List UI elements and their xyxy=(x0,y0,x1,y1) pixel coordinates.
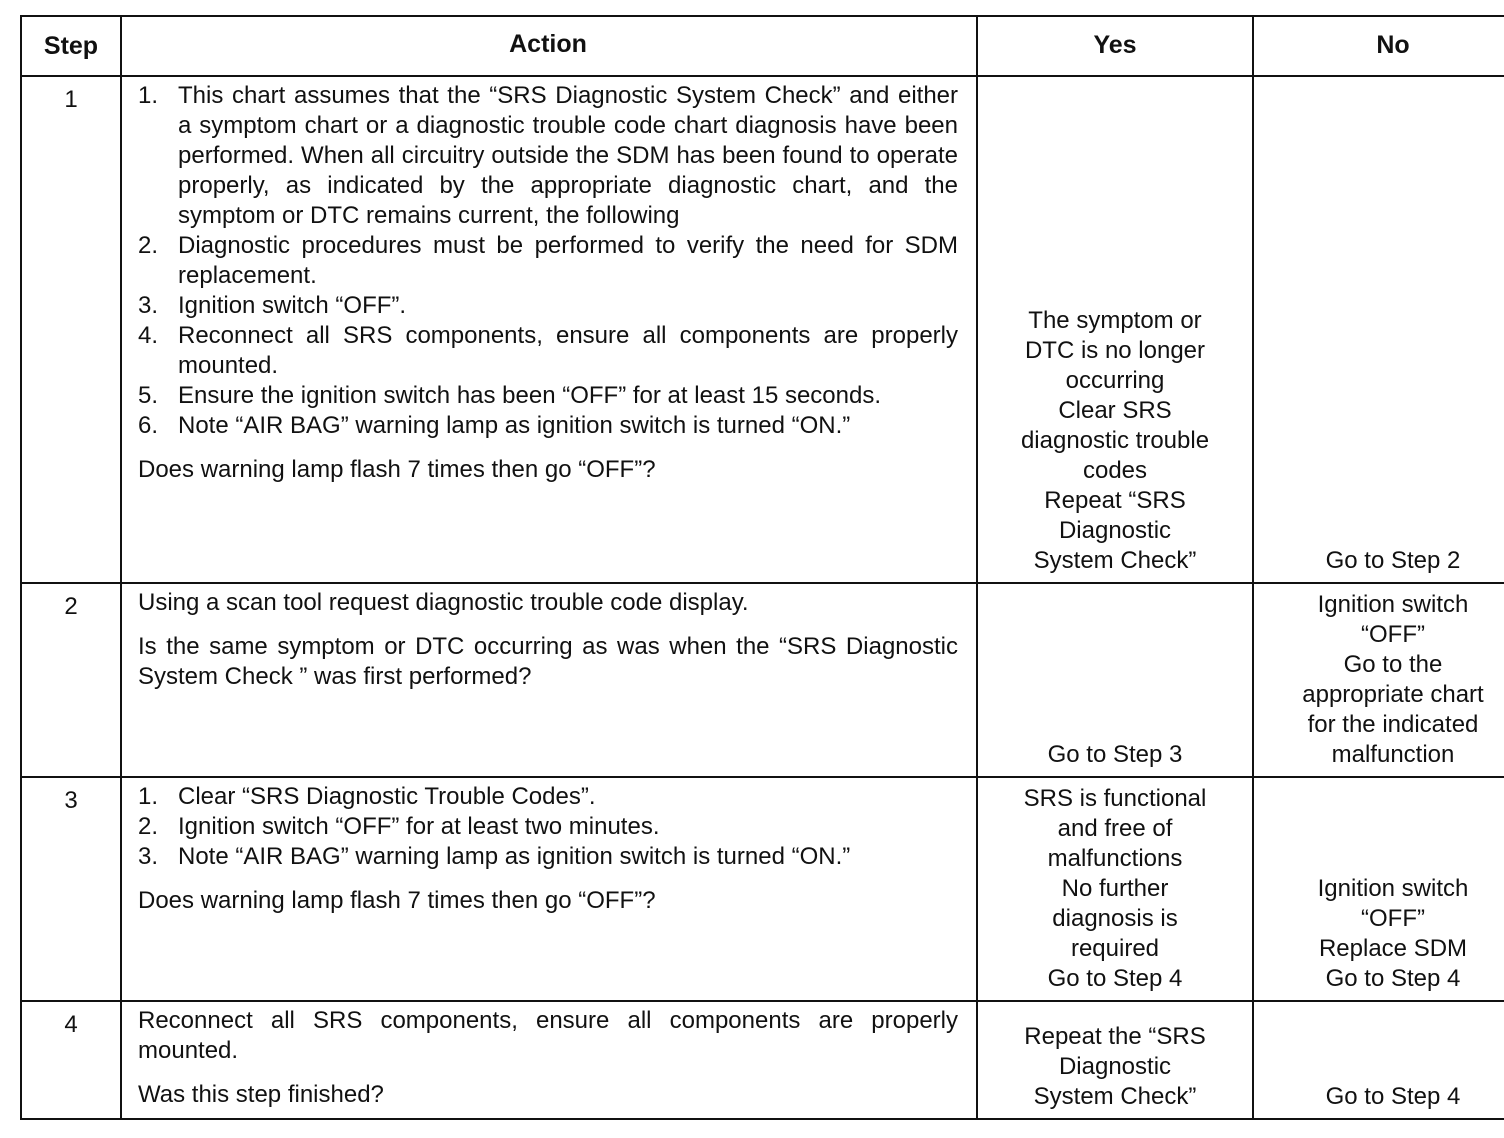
list-item: 2. Ignition switch “OFF” for at least two minutes. xyxy=(138,813,660,840)
yes-cell: Repeat the “SRS Diagnostic System Check” xyxy=(977,1001,1253,1119)
yes-cell: SRS is functional and free of malfunctions No further diagnosis is required Go to Step 4 xyxy=(977,777,1253,1001)
list-item: 3. Note “AIR BAG” warning lamp as ignition switch is turned “ON.” xyxy=(138,843,851,870)
action-text: Reconnect all SRS components, ensure all components are properly mounted. xyxy=(138,1007,958,1064)
list-item: 4. Reconnect all SRS components, ensure all components are properly mounted. xyxy=(138,322,958,379)
list-item: 3. Ignition switch “OFF”. xyxy=(138,292,407,319)
action-question: Does warning lamp flash 7 times then go “OFF”? xyxy=(138,456,656,483)
header-no: No xyxy=(1253,16,1504,76)
list-item: 2. Diagnostic procedures must be performed to verify the need for SDM replacement. xyxy=(138,232,958,289)
action-list xyxy=(138,81,958,441)
list-item: 1. This chart assumes that the “SRS Diagnostic System Check” and either a symptom chart or a diagnostic trouble code chart diagnosis have been performed. When all circuitry outside the SDM has been found to operate properly, as indicated by the appropriate diagnostic chart, and the symptom or DTC remains current, the following xyxy=(138,82,958,229)
action-text: Using a scan tool request diagnostic trouble code display. xyxy=(138,589,749,616)
diagnostic-table xyxy=(20,15,1504,1120)
step-number: 4 xyxy=(21,1001,121,1119)
list-item: 1. Clear “SRS Diagnostic Trouble Codes”. xyxy=(138,783,596,810)
yes-cell: Go to Step 3 xyxy=(977,583,1253,777)
action-question: Is the same symptom or DTC occurring as was when the “SRS Diagnostic System Check ” was first performed? xyxy=(138,633,958,690)
action-cell xyxy=(121,76,977,583)
header-step: Step xyxy=(21,16,121,76)
action-cell xyxy=(121,777,977,1001)
no-cell: Go to Step 4 xyxy=(1253,1001,1504,1119)
list-item: 6. Note “AIR BAG” warning lamp as ignition switch is turned “ON.” xyxy=(138,412,851,439)
action-question: Does warning lamp flash 7 times then go “OFF”? xyxy=(138,887,656,914)
no-cell: Go to Step 2 xyxy=(1253,76,1504,583)
action-cell xyxy=(121,583,977,777)
step-number: 3 xyxy=(21,777,121,1001)
no-cell: Ignition switch “OFF” Go to the appropriate chart for the indicated malfunction xyxy=(1253,583,1504,777)
table-row xyxy=(21,1001,1504,1119)
step-number: 1 xyxy=(21,76,121,583)
action-cell xyxy=(121,1001,977,1119)
list-item: 5. Ensure the ignition switch has been “OFF” for at least 15 seconds. xyxy=(138,382,882,409)
table-row xyxy=(21,583,1504,777)
table-row xyxy=(21,76,1504,583)
step-number: 2 xyxy=(21,583,121,777)
action-list xyxy=(138,782,958,872)
header-row xyxy=(21,16,1504,76)
no-cell: Ignition switch “OFF” Replace SDM Go to Step 4 xyxy=(1253,777,1504,1001)
header-yes: Yes xyxy=(977,16,1253,76)
yes-cell: The symptom or DTC is no longer occurring Clear SRS diagnostic trouble codes Repeat “SRS Diagnostic System Check” xyxy=(977,76,1253,583)
table-row xyxy=(21,777,1504,1001)
action-question: Was this step finished? xyxy=(138,1081,384,1108)
header-action: Action xyxy=(121,16,977,76)
